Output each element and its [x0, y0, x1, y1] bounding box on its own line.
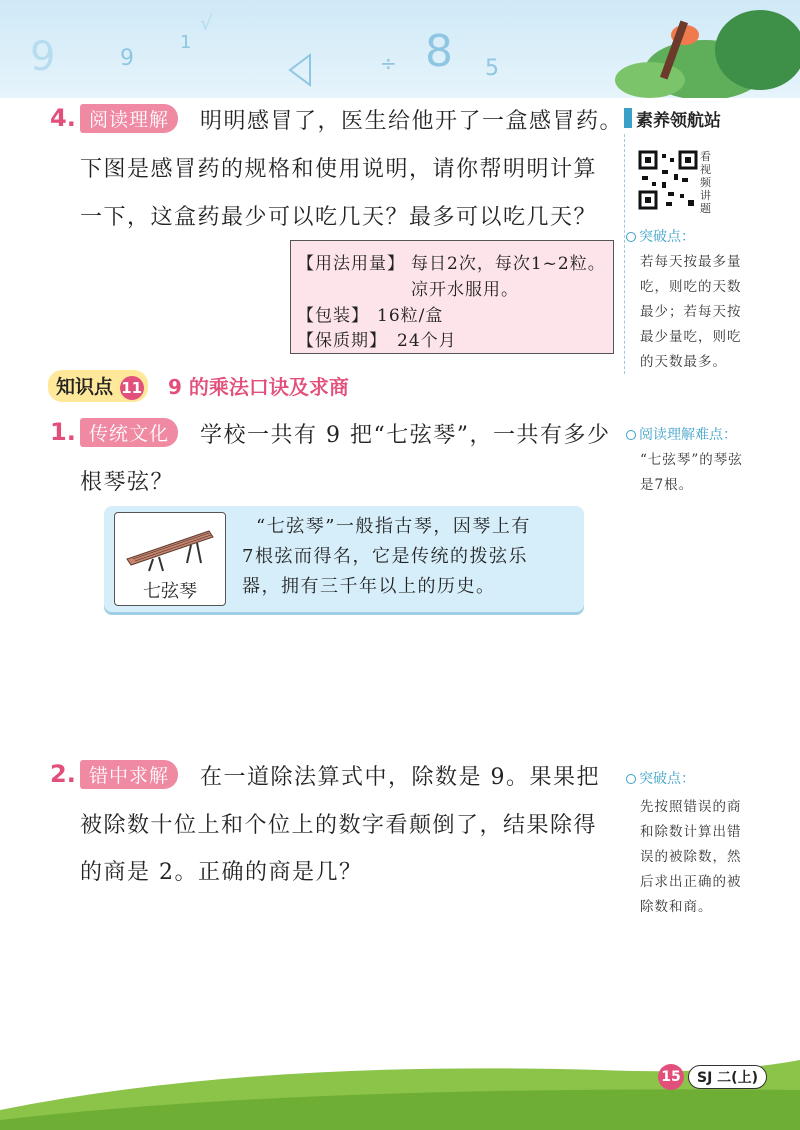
qr-caption: 看视频讲题 [700, 150, 711, 215]
q1-number: 1. [50, 418, 76, 446]
tip2-title-row [626, 424, 737, 444]
medicine-info-box [290, 240, 614, 354]
guqin-desc-line: “七弦琴”一般指古琴，因琴上有 [256, 516, 531, 537]
edition-label: SJ 二(上) [688, 1065, 767, 1089]
guqin-image-frame [114, 512, 226, 606]
q4-line3: 一下，这盒药最少可以吃几天？最多可以吃几天？ [80, 205, 598, 230]
q4-tag: 阅读理解 [80, 104, 178, 133]
q1-line2: 根琴弦？ [80, 470, 175, 495]
q1-tag: 传统文化 [80, 418, 178, 447]
tip1-line: 吃，则吃的天数 [640, 279, 742, 295]
q2-line2: 被除数十位上和个位上的数字看颠倒了，结果除得 [80, 813, 598, 838]
guqin-desc-line: 7根弦而得名，它是传统的拨弦乐 [242, 546, 528, 567]
tip-bullet-icon [626, 232, 636, 242]
leaf-decoration [610, 0, 800, 98]
q2-number: 2. [50, 760, 76, 788]
svg-text:5: 5 [485, 56, 499, 81]
tip1-line: 最少；若每天按 [640, 304, 742, 320]
tip2-title: 阅读理解难点： [639, 427, 737, 443]
sidebar-divider [624, 134, 625, 374]
tip1-body [640, 250, 760, 375]
svg-text:1: 1 [180, 32, 192, 53]
tip1-title-row [626, 226, 695, 246]
shelf-life-text: 24个月 [397, 331, 457, 351]
section-title: 9 的乘法口诀及求商 [168, 375, 349, 399]
svg-text:9: 9 [30, 34, 56, 80]
q4-number: 4. [50, 104, 76, 132]
section-number: 11 [120, 376, 144, 400]
page-number: 15 [658, 1064, 684, 1090]
q2-line1: 在一道除法算式中，除数是 9。果果把 [200, 765, 600, 790]
guqin-info-card [104, 506, 584, 612]
package-text: 16粒/盒 [377, 306, 444, 326]
package-label: 【包装】 [297, 306, 369, 326]
bookmark-icon [624, 108, 632, 128]
q2-tag: 错中求解 [80, 760, 178, 789]
tip3-line: 误的被除数，然 [640, 849, 742, 865]
guqin-icon [123, 519, 217, 573]
tip-bullet-icon [626, 774, 636, 784]
tip3-title-row [626, 768, 695, 788]
q4-line2: 下图是感冒药的规格和使用说明，请你帮明明计算 [80, 157, 598, 182]
svg-text:9: 9 [120, 46, 134, 71]
tip2-body [640, 448, 780, 498]
svg-text:√: √ [200, 11, 213, 35]
usage-text-2: 凉开水服用。 [411, 280, 519, 300]
tip3-line: 后求出正确的被 [640, 874, 742, 890]
guqin-desc-line: 器，拥有三千年以上的历史。 [242, 576, 496, 597]
svg-text:÷: ÷ [380, 51, 397, 75]
usage-text: 每日2次，每次1~2粒。 [411, 254, 606, 274]
tip3-body [640, 795, 780, 920]
tip1-line: 若每天按最多量 [640, 254, 742, 270]
q2-line3: 的商是 2。正确的商是几？ [80, 860, 363, 885]
tip2-line: 是7根。 [640, 477, 694, 493]
tip1-title: 突破点： [639, 229, 695, 245]
qr-code-icon[interactable] [638, 150, 698, 210]
tip1-line: 的天数最多。 [640, 354, 727, 370]
shelf-life-label: 【保质期】 [297, 331, 387, 351]
station-label: 素养领航站 [636, 111, 721, 131]
tip3-line: 和除数计算出错 [640, 824, 742, 840]
q4-line1: 明明感冒了，医生给他开了一盒感冒药。 [200, 109, 624, 134]
tip-bullet-icon [626, 430, 636, 440]
svg-text:8: 8 [425, 26, 453, 77]
guqin-description [242, 512, 531, 602]
section-badge [48, 370, 148, 402]
q1-line1: 学校一共有 9 把“七弦琴”，一共有多少 [200, 423, 611, 448]
tip2-line: “七弦琴”的琴弦 [640, 452, 743, 468]
tip3-title: 突破点： [639, 771, 695, 787]
usage-label: 【用法用量】 [297, 254, 405, 274]
tip3-line: 除数和商。 [640, 899, 713, 915]
guqin-caption: 七弦琴 [143, 581, 197, 602]
tip1-line: 最少量吃，则吃 [640, 329, 742, 345]
tip3-line: 先按照错误的商 [640, 799, 742, 815]
section-badge-label: 知识点 [56, 376, 114, 398]
header-banner [0, 0, 800, 98]
